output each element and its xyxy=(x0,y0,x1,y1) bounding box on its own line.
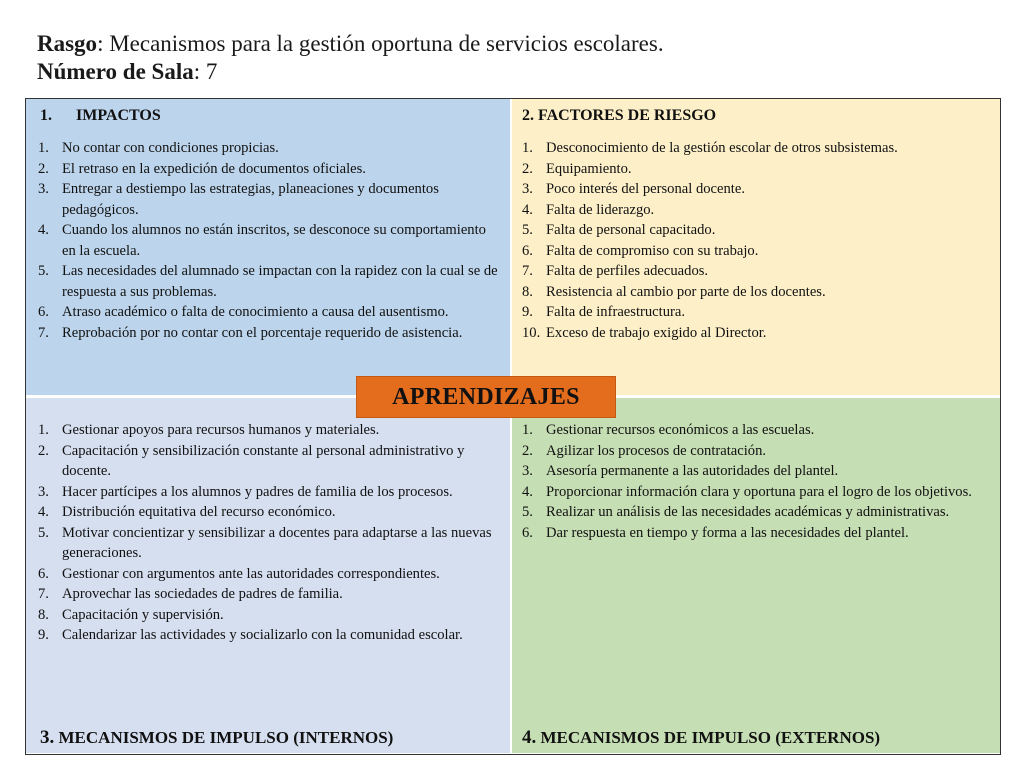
item-number: 5. xyxy=(38,524,49,541)
item-text: Falta de personal capacitado. xyxy=(546,222,716,238)
item-number: 8. xyxy=(522,283,533,300)
item-number: 2. xyxy=(38,160,49,177)
list-item xyxy=(38,302,500,323)
item-text: Capacitación y sensibilización constante al personal administrativo y docente. xyxy=(62,442,465,479)
item-text: Reprobación por no contar con el porcentaje requerido de asistencia. xyxy=(62,324,463,341)
list-item xyxy=(522,200,992,221)
item-text: Hacer partícipes a los alumnos y padres de familia de los procesos. xyxy=(62,483,453,500)
list-item xyxy=(38,138,500,159)
item-number: 1. xyxy=(38,140,49,156)
item-text: Desconocimiento de la gestión escolar de otros subsistemas. xyxy=(546,140,898,156)
item-text: Falta de liderazgo. xyxy=(546,201,655,218)
impactos-title xyxy=(38,105,500,127)
item-text: Agilizar los procesos de contratación. xyxy=(546,442,767,459)
list-item xyxy=(522,323,992,344)
item-number: 3. xyxy=(522,181,533,197)
impactos-quadrant xyxy=(26,99,510,395)
item-number: 4. xyxy=(38,504,49,520)
externos-title-text: MECANISMOS DE IMPULSO (EXTERNOS) xyxy=(540,728,881,747)
list-item xyxy=(522,420,992,441)
externos-list xyxy=(522,420,992,543)
rasgo-line xyxy=(37,30,664,58)
list-item xyxy=(522,241,992,262)
list-item xyxy=(522,261,992,282)
list-item xyxy=(522,282,992,303)
list-item xyxy=(38,441,500,482)
list-item xyxy=(38,502,500,523)
item-number: 4. xyxy=(522,201,533,218)
riesgo-title: 2. FACTORES DE RIESGO xyxy=(522,107,717,124)
item-text: No contar con condiciones propicias. xyxy=(62,140,279,156)
item-number: 9. xyxy=(38,627,49,643)
list-item xyxy=(522,159,992,180)
list-item xyxy=(38,420,500,441)
item-number: 5. xyxy=(38,263,49,279)
item-number: 7. xyxy=(522,263,533,279)
sala-value: : 7 xyxy=(193,59,218,84)
item-text: Cuando los alumnos no están inscritos, se desconoce su comportamiento en la escuela. xyxy=(62,222,486,259)
item-number: 7. xyxy=(38,324,49,341)
list-item xyxy=(522,461,992,482)
externos-number: 4. xyxy=(522,727,537,748)
item-number: 4. xyxy=(522,483,533,500)
item-number: 10. xyxy=(522,324,541,341)
item-text: Atraso académico o falta de conocimiento a causa del ausentismo. xyxy=(62,304,449,320)
item-text: Motivar concientizar y sensibilizar a docentes para adaptarse a las nuevas generaciones. xyxy=(62,524,492,561)
item-number: 6. xyxy=(522,242,533,259)
item-number: 1. xyxy=(522,422,533,438)
quadrant-grid xyxy=(25,98,1001,755)
list-item xyxy=(38,261,500,302)
item-text: Distribución equitativa del recurso económico. xyxy=(62,504,336,520)
item-text: Gestionar apoyos para recursos humanos y materiales. xyxy=(62,422,380,438)
internos-quadrant xyxy=(26,395,510,753)
item-number: 8. xyxy=(38,606,49,623)
item-text: El retraso en la expedición de documentos oficiales. xyxy=(62,160,366,177)
externos-quadrant xyxy=(510,395,1000,753)
list-item xyxy=(38,323,500,344)
internos-number: 3. xyxy=(40,727,55,748)
list-item xyxy=(522,523,992,544)
internos-list xyxy=(38,420,500,646)
item-number: 9. xyxy=(522,304,533,320)
riesgo-list xyxy=(522,138,992,343)
item-number: 6. xyxy=(38,304,49,320)
item-text: Dar respuesta en tiempo y forma a las necesidades del plantel. xyxy=(546,524,909,541)
list-item xyxy=(38,564,500,585)
list-item xyxy=(38,523,500,564)
internos-title-text: MECANISMOS DE IMPULSO (INTERNOS) xyxy=(58,728,394,747)
item-number: 3. xyxy=(38,181,49,197)
item-number: 6. xyxy=(522,524,533,541)
item-text: Calendarizar las actividades y socializarlo con la comunidad escolar. xyxy=(62,627,463,643)
list-item xyxy=(522,220,992,241)
list-item xyxy=(38,605,500,626)
item-number: 4. xyxy=(38,222,49,238)
item-number: 5. xyxy=(522,222,533,238)
riesgo-quadrant xyxy=(510,99,1000,395)
aprendizajes-badge: APRENDIZAJES xyxy=(357,377,615,417)
impactos-list xyxy=(38,138,500,343)
item-text: Asesoría permanente a las autoridades del plantel. xyxy=(546,463,839,479)
impactos-title-text: IMPACTOS xyxy=(76,107,161,124)
list-item xyxy=(522,179,992,200)
internos-title xyxy=(40,727,393,749)
item-number: 6. xyxy=(38,565,49,582)
item-text: Proporcionar información clara y oportuna para el logro de los objetivos. xyxy=(546,483,972,500)
item-text: Entregar a destiempo las estrategias, planeaciones y documentos pedagógicos. xyxy=(62,181,439,218)
list-item xyxy=(38,482,500,503)
list-item xyxy=(38,179,500,220)
list-item xyxy=(522,482,992,503)
list-item xyxy=(522,302,992,323)
sala-label: Número de Sala xyxy=(37,59,194,84)
item-text: Realizar un análisis de las necesidades académicas y administrativas. xyxy=(546,504,950,520)
impactos-number: 1. xyxy=(40,107,52,124)
item-number: 2. xyxy=(522,160,533,177)
list-item xyxy=(522,441,992,462)
item-text: Falta de infraestructura. xyxy=(546,304,685,320)
item-text: Gestionar recursos económicos a las escuelas. xyxy=(546,422,815,438)
rasgo-label: Rasgo xyxy=(37,31,98,56)
page-header xyxy=(37,30,664,86)
item-text: Capacitación y supervisión. xyxy=(62,606,224,623)
item-number: 1. xyxy=(38,422,49,438)
item-number: 3. xyxy=(38,483,49,500)
item-text: Aprovechar las sociedades de padres de familia. xyxy=(62,586,343,602)
list-item xyxy=(522,502,992,523)
list-item xyxy=(38,220,500,261)
item-number: 1. xyxy=(522,140,533,156)
item-text: Poco interés del personal docente. xyxy=(546,181,745,197)
item-text: Exceso de trabajo exigido al Director. xyxy=(546,324,767,341)
item-text: Las necesidades del alumnado se impactan con la rapidez con la cual se de respuesta a sus problemas. xyxy=(62,263,498,300)
item-text: Equipamiento. xyxy=(546,160,632,177)
list-item xyxy=(522,138,992,159)
item-number: 2. xyxy=(38,442,49,459)
item-text: Gestionar con argumentos ante las autoridades correspondientes. xyxy=(62,565,440,582)
item-number: 3. xyxy=(522,463,533,479)
item-number: 7. xyxy=(38,586,49,602)
item-number: 5. xyxy=(522,504,533,520)
item-text: Resistencia al cambio por parte de los docentes. xyxy=(546,283,826,300)
list-item xyxy=(38,625,500,646)
list-item xyxy=(38,584,500,605)
externos-title xyxy=(522,727,880,749)
rasgo-value: : Mecanismos para la gestión oportuna de servicios escolares. xyxy=(97,31,664,56)
item-number: 2. xyxy=(522,442,533,459)
item-text: Falta de compromiso con su trabajo. xyxy=(546,242,759,259)
list-item xyxy=(38,159,500,180)
sala-line xyxy=(37,58,664,86)
item-text: Falta de perfiles adecuados. xyxy=(546,263,709,279)
